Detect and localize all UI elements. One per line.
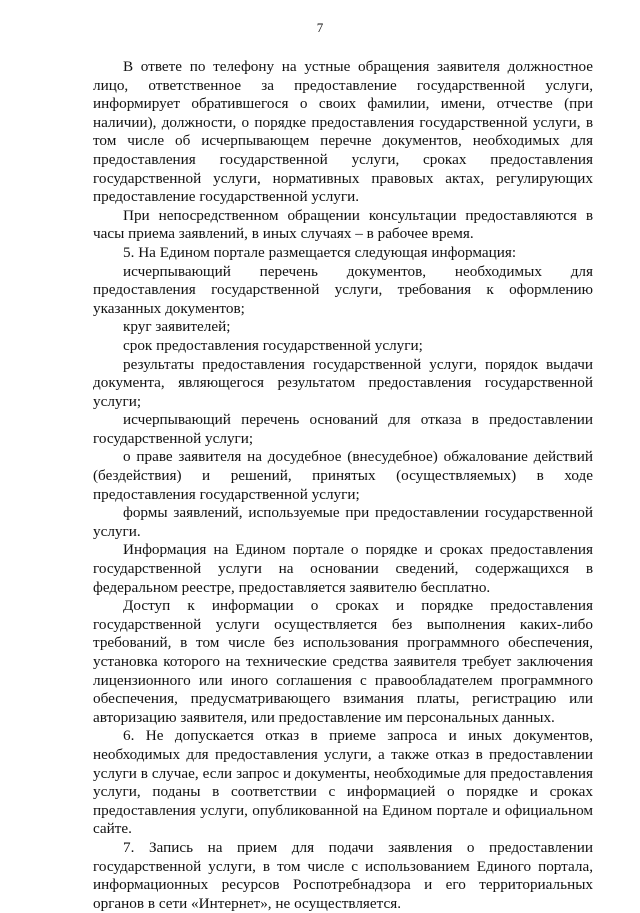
list-item-applicants: круг заявителей; bbox=[123, 318, 231, 336]
list-item-refusal-grounds: исчерпывающий перечень оснований для отказа в предоставлении государственной услуги; bbox=[93, 411, 593, 447]
list-item-results: результаты предоставления государственной услуги, порядок выдачи документа, являющегося результатом предоставления государственной услуги; bbox=[93, 355, 593, 410]
paragraph-portal-info-free: Информация на Едином портале о порядке и сроках предоставления государственной услуги на основании сведений, содержащихся в федеральном реестре, предоставляется заявителю бесплатно. bbox=[93, 541, 593, 596]
paragraph-phone-consultation: В ответе по телефону на устные обращения заявителя должностное лицо, ответственное за предоставление государственной услуги, информирует обратившегося о своих фамилии, имени, отчестве (при наличии), должности, о порядке предоставления государственной услуги, в том числе об исчерпывающем перечне документов, необходимых для предоставления государственной услуги, сроках предоставления государственной услуги, нормативных правовых актах, регулирующих предоставление государственной услуги. bbox=[93, 58, 593, 206]
page-number: 7 bbox=[316, 20, 324, 35]
list-item-appeal-right: о праве заявителя на досудебное (внесудебное) обжалование действий (бездействия) и решений, принятых (осуществляемых) в ходе предоставления государственной услуги; bbox=[93, 448, 593, 503]
paragraph-direct-consultation: При непосредственном обращении консультации предоставляются в часы приема заявлений, в иных случаях – в рабочее время. bbox=[93, 206, 593, 243]
list-item-term: срок предоставления государственной услуги; bbox=[123, 336, 423, 354]
paragraph-section-7: 7. Запись на прием для подачи заявления о предоставлении государственной услуги, в том числе с использованием Единого портала, информационных ресурсов Роспотребнадзора и его территориальных органов в сети «Интернет», не осуществляется. bbox=[93, 838, 593, 912]
list-item-documents: исчерпывающий перечень документов, необходимых для предоставления государственной услуги, требования к оформлению указанных документов; bbox=[93, 262, 593, 317]
paragraph-access-info: Доступ к информации о сроках и порядке предоставления государственной услуги осуществляется без выполнения каких-либо требований, в том числе без использования программного обеспечения, установка которого на технические средства заявителя требует заключения лицензионного или иного соглашения с правообладателем программного обеспечения, предусматривающего взимания платы, регистрацию или авторизацию заявителя, или предоставление им персональных данных. bbox=[93, 597, 593, 726]
paragraph-section-5-heading: 5. На Едином портале размещается следующая информация: bbox=[123, 243, 517, 261]
document-body bbox=[93, 58, 593, 913]
list-item-forms: формы заявлений, используемые при предоставлении государственной услуги. bbox=[93, 504, 593, 540]
paragraph-section-6: 6. Не допускается отказ в приеме запроса и иных документов, необходимых для предоставления услуги, а также отказ в предоставлении услуги в случае, если запрос и документы, необходимые для предоставления услуги, поданы в соответствии с информацией о порядке и сроках предоставления услуги, опубликованной на Едином портале и официальном сайте. bbox=[93, 727, 593, 838]
